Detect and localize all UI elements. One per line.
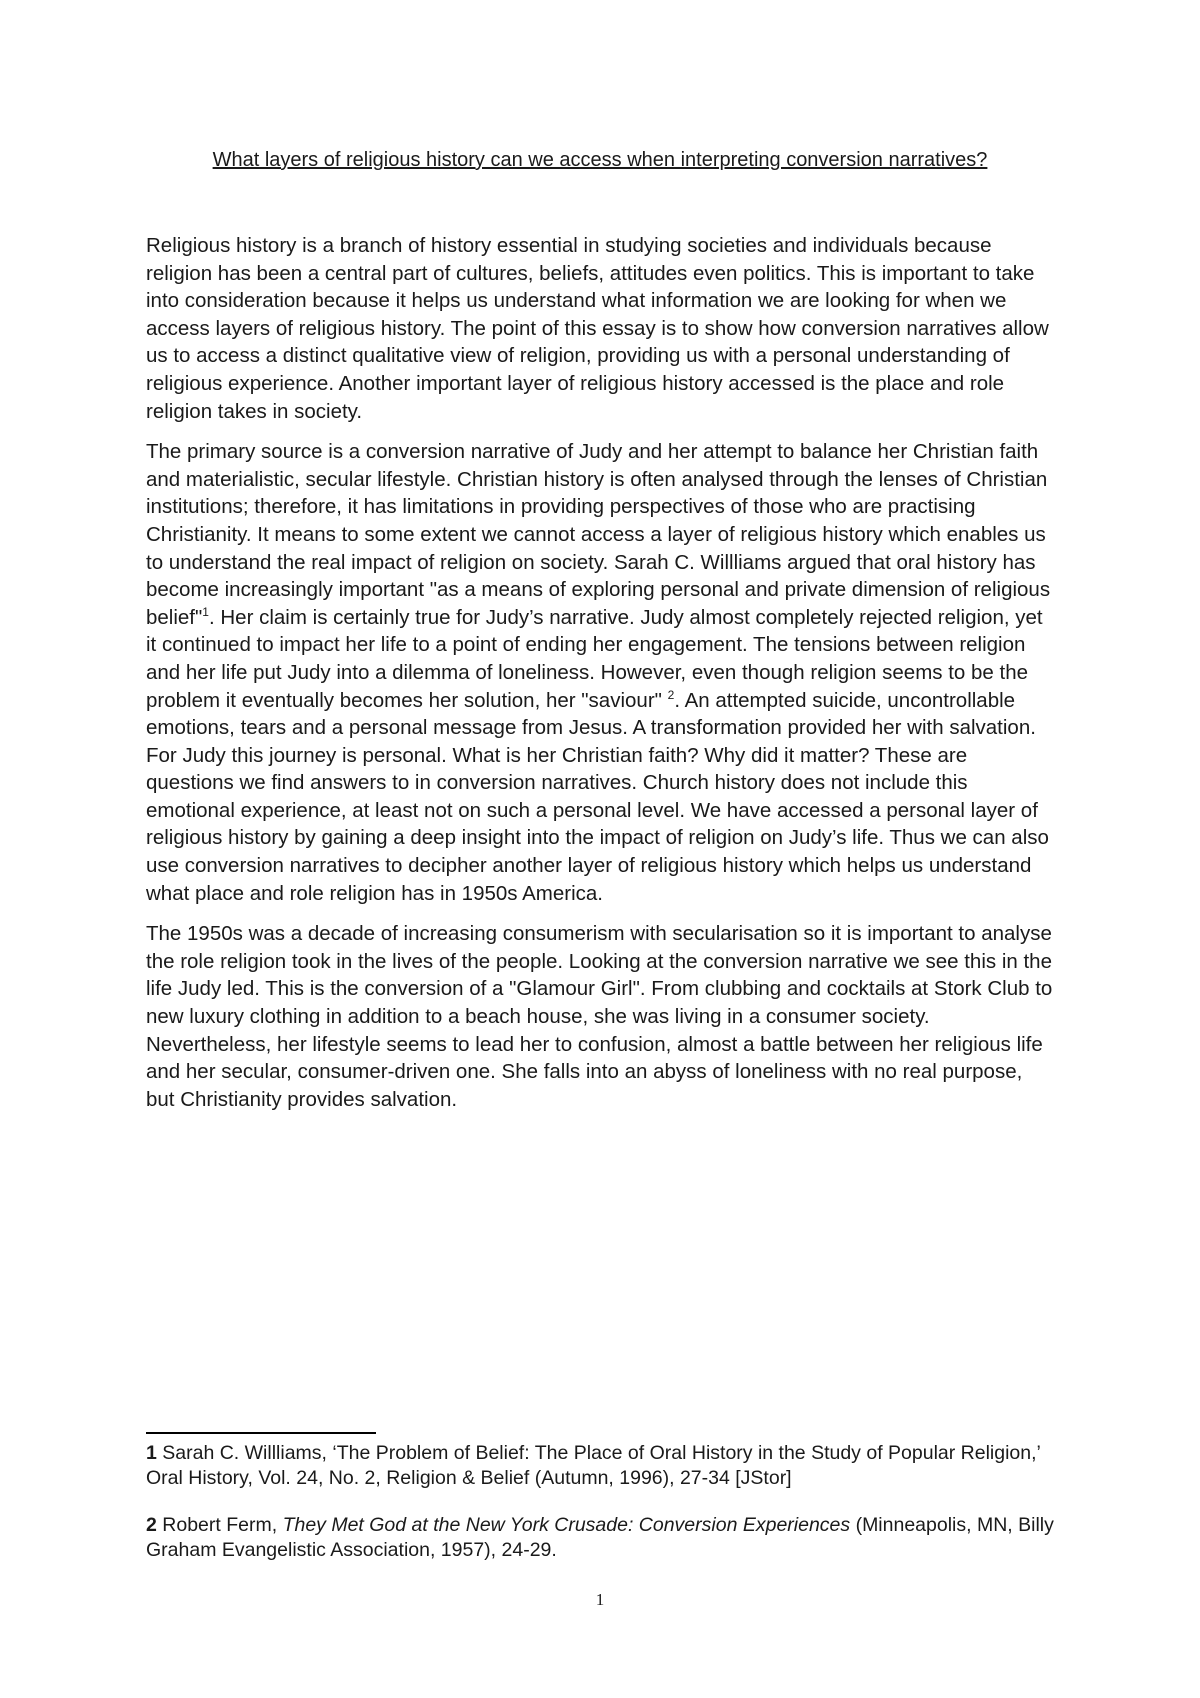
essay-title: What layers of religious history can we access when interpreting conversion narratives? <box>212 149 988 171</box>
footnote-text: (Minneapolis, MN, Billy Graham Evangelistic Association, 1957), 24-29. <box>146 1514 1054 1561</box>
page-number: 1 <box>595 1590 605 1609</box>
footnote-separator <box>146 1432 376 1434</box>
paragraph <box>146 438 1056 907</box>
paragraph-text: . Her claim is certainly true for Judy’s narrative. Judy almost completely rejected religion, yet it continued to impact her life to a point of ending her engagement. The tensions between religion and her life put Judy into a dilemma of loneliness. However, even though religion seems to be the problem it eventually becomes her solution, her "saviour" <box>146 605 1043 712</box>
paragraph-text: The 1950s was a decade of increasing consumerism with secularisation so it is important to analyse the role religion took in the lives of the people. Looking at the conversion narrative we see this in the life Judy led. This is the conversion of a "Glamour Girl". From clubbing and cocktails at Stork Club to new luxury clothing in addition to a beach house, she was living in a consumer society. Nevertheless, her lifestyle seems to lead her to confusion, almost a battle between her religious life and her secular, consumer-driven one. She falls into an abyss of loneliness with no real purpose, but Christianity provides salvation. <box>146 922 1053 1111</box>
footnote-text: Robert Ferm, <box>156 1514 283 1536</box>
footnote <box>146 1441 1066 1491</box>
footnote-number: 1 <box>146 1442 157 1464</box>
footnote-text: Sarah C. Willliams, ‘The Problem of Belief: The Place of Oral History in the Study of Popular Religion,’ Oral History, Vol. 24, No. 2, Religion & Belief (Autumn, 1996), 27-34 [JStor] <box>146 1442 1041 1489</box>
footnotes <box>146 1441 1066 1585</box>
essay-body <box>146 232 1056 1126</box>
footnote-number: 2 <box>146 1514 157 1536</box>
paragraph-text: . An attempted suicide, uncontrollable emotions, tears and a personal message from Jesus. A transformation provided her with salvation. For Judy this journey is personal. What is her Christian faith? Why did it matter? These are questions we find answers to in conversion narratives. Church history does not include this emotional experience, at least not on such a personal level. We have accessed a personal layer of religious history by gaining a deep insight into the impact of religion on Judy’s life. Thus we can also use conversion narratives to decipher another layer of religious history which helps us understand what place and role religion has in 1950s America. <box>146 688 1049 905</box>
footnote-book-title: They Met God at the New York Crusade: Conversion Experiences <box>282 1514 851 1536</box>
footnote <box>146 1513 1066 1563</box>
paragraph <box>146 232 1056 425</box>
paragraph-text: The primary source is a conversion narrative of Judy and her attempt to balance her Christian faith and materialistic, secular lifestyle. Christian history is often analysed through the lenses of Christian institutions; therefore, it has limitations in providing perspectives of those who are practising Christianity. It means to some extent we cannot access a layer of religious history which enables us to understand the real impact of religion on society. Sarah C. Willliams argued that oral history has become increasingly important "as a means of exploring personal and private dimension of religious belief" <box>146 440 1051 629</box>
footnote-ref[interactable]: 2 <box>667 687 675 702</box>
paragraph-text: Religious history is a branch of history essential in studying societies and individuals because religion has been a central part of cultures, beliefs, attitudes even politics. This is important to take into consideration because it helps us understand what information we are looking for when we access layers of religious history. The point of this essay is to show how conversion narratives allow us to access a distinct qualitative view of religion, providing us with a personal understanding of religious experience. Another important layer of religious history accessed is the place and role religion takes in society. <box>146 234 1049 423</box>
footnote-ref[interactable]: 1 <box>202 604 209 619</box>
paragraph <box>146 920 1056 1113</box>
